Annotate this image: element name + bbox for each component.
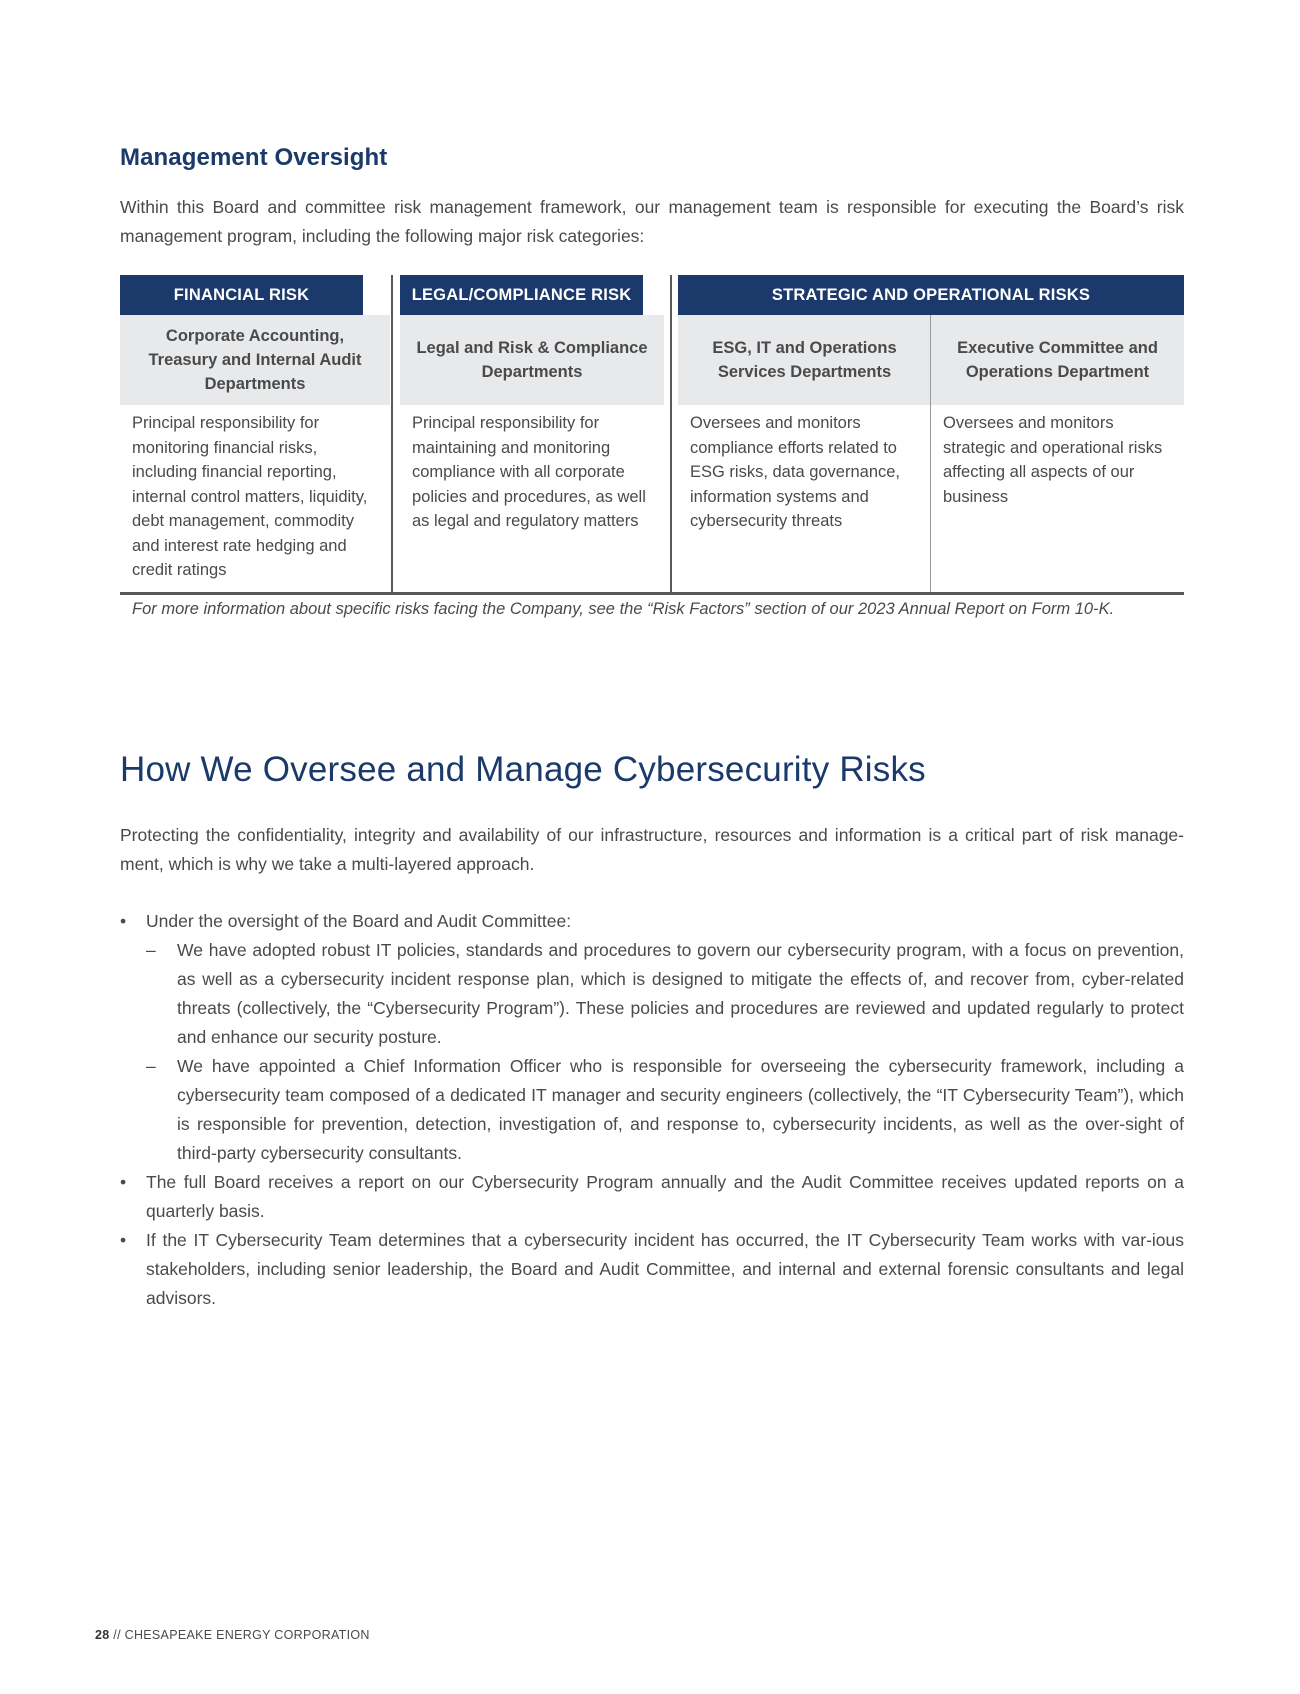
column-divider-thin bbox=[930, 315, 931, 593]
bullet-text: The full Board receives a report on our Cybersecurity Program annually and the Audit Committee receives updated reports on a quarterly basis. bbox=[146, 1172, 1184, 1221]
dept-financial: Corporate Accounting, Treasury and Internal Audit Departments bbox=[120, 315, 390, 405]
table-footnote: For more information about specific risks facing the Company, see the “Risk Factors” section of our 2023 Annual Report on Form 10-K. bbox=[132, 600, 1115, 618]
dash-marker: – bbox=[146, 1056, 156, 1076]
bullet-marker: • bbox=[120, 1172, 127, 1192]
page-number: 28 bbox=[95, 1628, 110, 1642]
management-heading: Management Oversight bbox=[120, 144, 388, 171]
header-legal-compliance-risk: LEGAL/COMPLIANCE RISK bbox=[400, 275, 643, 315]
dash-marker: – bbox=[146, 940, 156, 960]
dept-executive: Executive Committee and Operations Department bbox=[931, 315, 1184, 405]
risk-table bbox=[120, 275, 1184, 595]
dept-esg-it: ESG, IT and Operations Services Departments bbox=[678, 315, 931, 405]
management-intro: Within this Board and committee risk management framework, our management team is responsible for executing the Board’s risk management program, including the following major risk categories: bbox=[120, 197, 1184, 246]
bullet-item bbox=[120, 907, 1184, 1168]
bullet-item bbox=[120, 1168, 1184, 1226]
desc-legal: Principal responsibility for maintaining and monitoring compliance with all corporate policies and procedures, as well as legal and regulatory matters bbox=[412, 414, 646, 530]
sub-item bbox=[146, 936, 1184, 1052]
column-divider bbox=[391, 275, 393, 595]
cybersecurity-intro: Protecting the confidentiality, integrity and availability of our infrastructure, resources and information is a critical part of risk manage-ment, which is why we take a multi-layered approach. bbox=[120, 825, 1184, 874]
sub-text: We have adopted robust IT policies, standards and procedures to govern our cybersecurity program, with a focus on prevention, as well as a cybersecurity incident response plan, which is designed to mitigate the effects of, and recover from, cyber-related threats (collectively, the “Cybersecurity Program”). These policies and procedures are reviewed and updated regularly to protect and enhance our security posture. bbox=[177, 940, 1184, 1047]
desc-esg-it: Oversees and monitors compliance efforts related to ESG risks, data governance, information systems and cybersecurity threats bbox=[690, 414, 901, 530]
cybersecurity-heading: How We Oversee and Manage Cybersecurity Risks bbox=[120, 750, 926, 789]
bullet-item bbox=[120, 1226, 1184, 1313]
dept-legal: Legal and Risk & Compliance Departments bbox=[400, 315, 664, 405]
page-footer bbox=[95, 1628, 370, 1642]
table-bottom-rule bbox=[120, 592, 1184, 595]
bullet-marker: • bbox=[120, 911, 127, 931]
sub-list bbox=[146, 936, 1184, 1168]
sub-text: We have appointed a Chief Information Officer who is responsible for overseeing the cybersecurity framework, including a cybersecurity team composed of a dedicated IT manager and security engineers (collectively, the “IT Cybersecurity Team”), which is responsible for prevention, detection, investigation of, and response to, cybersecurity incidents, as well as the over-sight of third-party cybersecurity consultants. bbox=[177, 1056, 1184, 1163]
column-gap bbox=[398, 275, 400, 315]
bullet-marker: • bbox=[120, 1230, 127, 1250]
sub-item bbox=[146, 1052, 1184, 1168]
footer-separator: // bbox=[113, 1628, 121, 1642]
cybersecurity-bullets bbox=[120, 907, 1184, 1313]
column-divider bbox=[670, 275, 672, 595]
desc-executive: Oversees and monitors strategic and operational risks affecting all aspects of our business bbox=[943, 414, 1163, 506]
company-name: CHESAPEAKE ENERGY CORPORATION bbox=[124, 1628, 370, 1642]
header-financial-risk: FINANCIAL RISK bbox=[120, 275, 363, 315]
bullet-text: If the IT Cybersecurity Team determines that a cybersecurity incident has occurred, the IT Cybersecurity Team works with var-ious stakeholders, including senior leadership, the Board and Audit Committee, and internal and external forensic consultants and legal advisors. bbox=[146, 1230, 1184, 1308]
desc-financial: Principal responsibility for monitoring financial risks, including financial reporting, internal control matters, liquidity, debt management, commodity and interest rate hedging and credit ratings bbox=[132, 414, 368, 579]
header-strategic-operational-risks: STRATEGIC AND OPERATIONAL RISKS bbox=[678, 275, 1184, 315]
bullet-text: Under the oversight of the Board and Audit Committee: bbox=[146, 911, 572, 931]
